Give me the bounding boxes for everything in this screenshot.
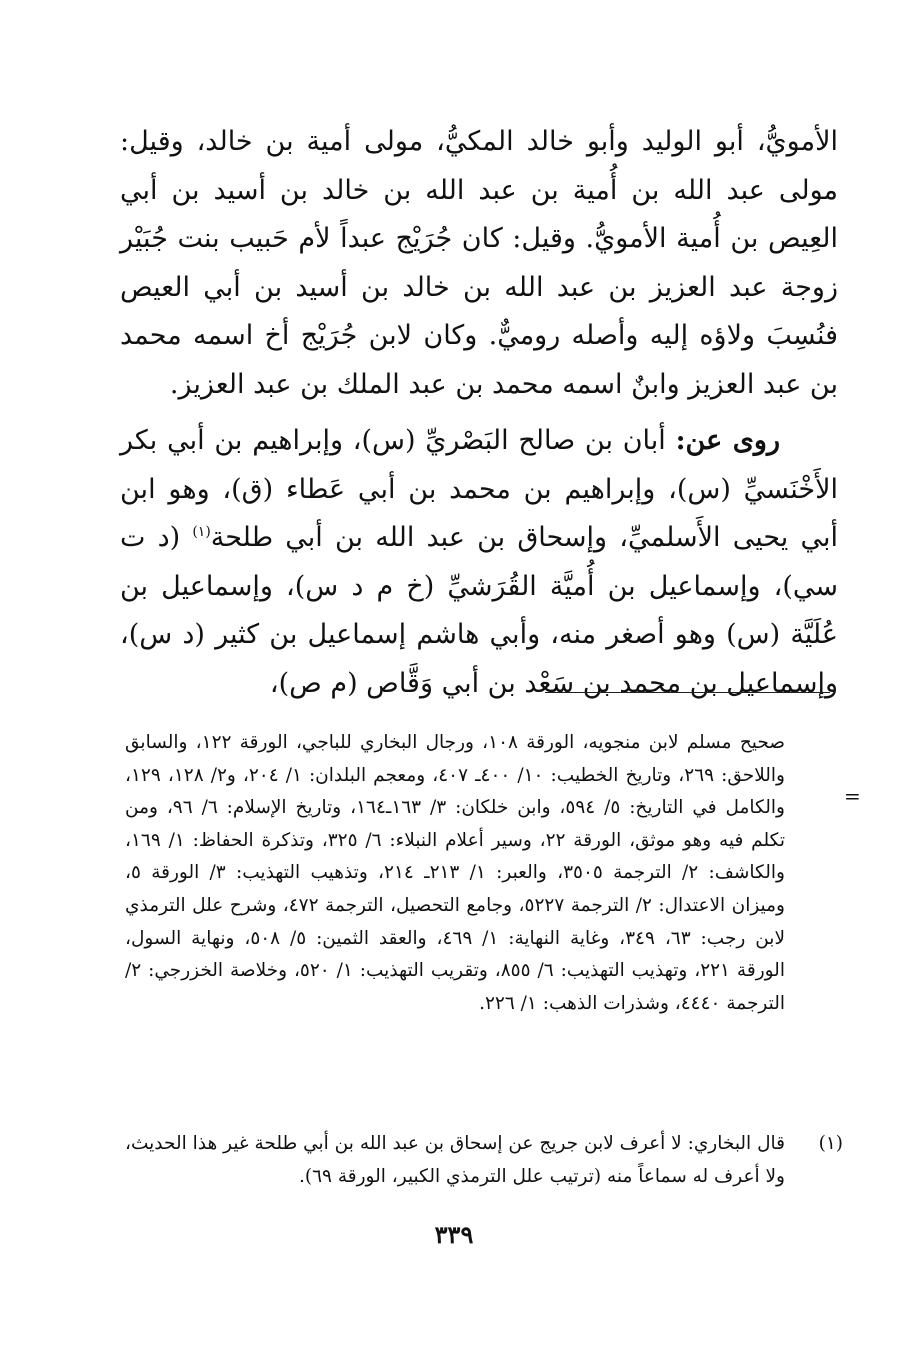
footnote-1 xyxy=(125,1128,843,1193)
narrators-text-part-2: (د ت سي)، وإسماعيل بن أُميَّة القُرَشيِّ (خ م د س)، وإسماعيل بن عُلَيَّة (س) وهو أصغر منه، وأبي هاشم إسماعيل بن كثير (د س)، وإسماعيل بن محمد بن سَعْد بن أبي وَقَّاص (م ص)، xyxy=(120,522,838,699)
footnote-1-number: (١) xyxy=(818,1133,843,1154)
narrators-text-part-1: أبان بن صالح البَصْريِّ (س)، وإبراهيم بن أبي بكر الأَخْنَسيِّ (س)، وإبراهيم بن محمد بن أبي عَطاء (ق)، وهو ابن أبي يحيى الأَسلميِّ، وإسحاق بن عبد الله بن أبي طلحة xyxy=(120,425,838,553)
footnote-reference: (١) xyxy=(192,524,211,540)
footnote-separator xyxy=(545,692,830,693)
footnote-1-text: قال البخاري: لا أعرف لابن جريج عن إسحاق بن عبد الله بن أبي طلحة غير هذا الحديث، ولا أعرف له سماعاً منه (ترتيب علل الترمذي الكبير، الورقة ٦٩). xyxy=(125,1133,785,1187)
continued-footnote: صحيح مسلم لابن منجويه، الورقة ١٠٨، ورجال البخاري للباجي، الورقة ١٢٢، والسابق واللاحق: ٢٦٩، وتاريخ الخطيب: ١٠/ ٤٠٠ـ ٤٠٧، ومعجم البلدان: ١/ ٢٠٤، و٢/ ١٢٨، ١٢٩، والكامل في التاريخ: ٥/ ٥٩٤، وابن خلكان: ٣/ ١٦٣ـ١٦٤، وتاريخ الإسلام: ٦/ ٩٦، ومن تكلم فيه وهو موثق، الورقة ٢٢، وسير أعلام النبلاء: ٦/ ٣٢٥، وتذكرة الحفاظ: ١/ ١٦٩، والكاشف: ٢/ الترجمة ٣٥٠٥، والعبر: ١/ ٢١٣ـ ٢١٤، وتذهيب التهذيب: ٣/ الورقة ٥، وميزان الاعتدال: ٢/ الترجمة ٥٢٢٧، وجامع التحصيل، الترجمة ٤٧٢، وشرح علل الترمذي لابن رجب: ٦٣، ٣٤٩، وغاية النهاية: ١/ ٤٦٩، والعقد الثمين: ٥/ ٥٠٨، ونهاية السول، الورقة ٢٢١، وتهذيب التهذيب: ٦/ ٨٥٥، وتقريب التهذيب: ١/ ٥٢٠، وخلاصة الخزرجي: ٢/ الترجمة ٤٤٤٠، وشذرات الذهب: ١/ ٢٢٦. xyxy=(125,732,785,1014)
main-text xyxy=(120,118,838,708)
page-number: ٣٣٩ xyxy=(434,1220,474,1249)
narrators-paragraph xyxy=(120,417,838,708)
biography-paragraph: الأمويُّ، أبو الوليد وأبو خالد المكيُّ، مولى أمية بن خالد، وقيل: مولى عبد الله بن أُمية بن عبد الله بن خالد بن أسيد بن أبي العِيص بن أُمية الأمويُّ. وقيل: كان جُرَيْج عبداً لأم حَبيب بنت جُبَيْر زوجة عبد العزيز بن عبد الله بن خالد بن أسيد بن أبي العيص فنُسِبَ ولاؤه إليه وأصله روميٌّ. وكان لابن جُرَيْج أخ اسمه محمد بن عبد العزيز وابنٌ اسمه محمد بن عبد الملك بن عبد العزيز. xyxy=(120,126,838,400)
footnote-continuation-mark: = xyxy=(844,784,861,808)
narrated-from-heading: روى عن: xyxy=(675,425,780,456)
